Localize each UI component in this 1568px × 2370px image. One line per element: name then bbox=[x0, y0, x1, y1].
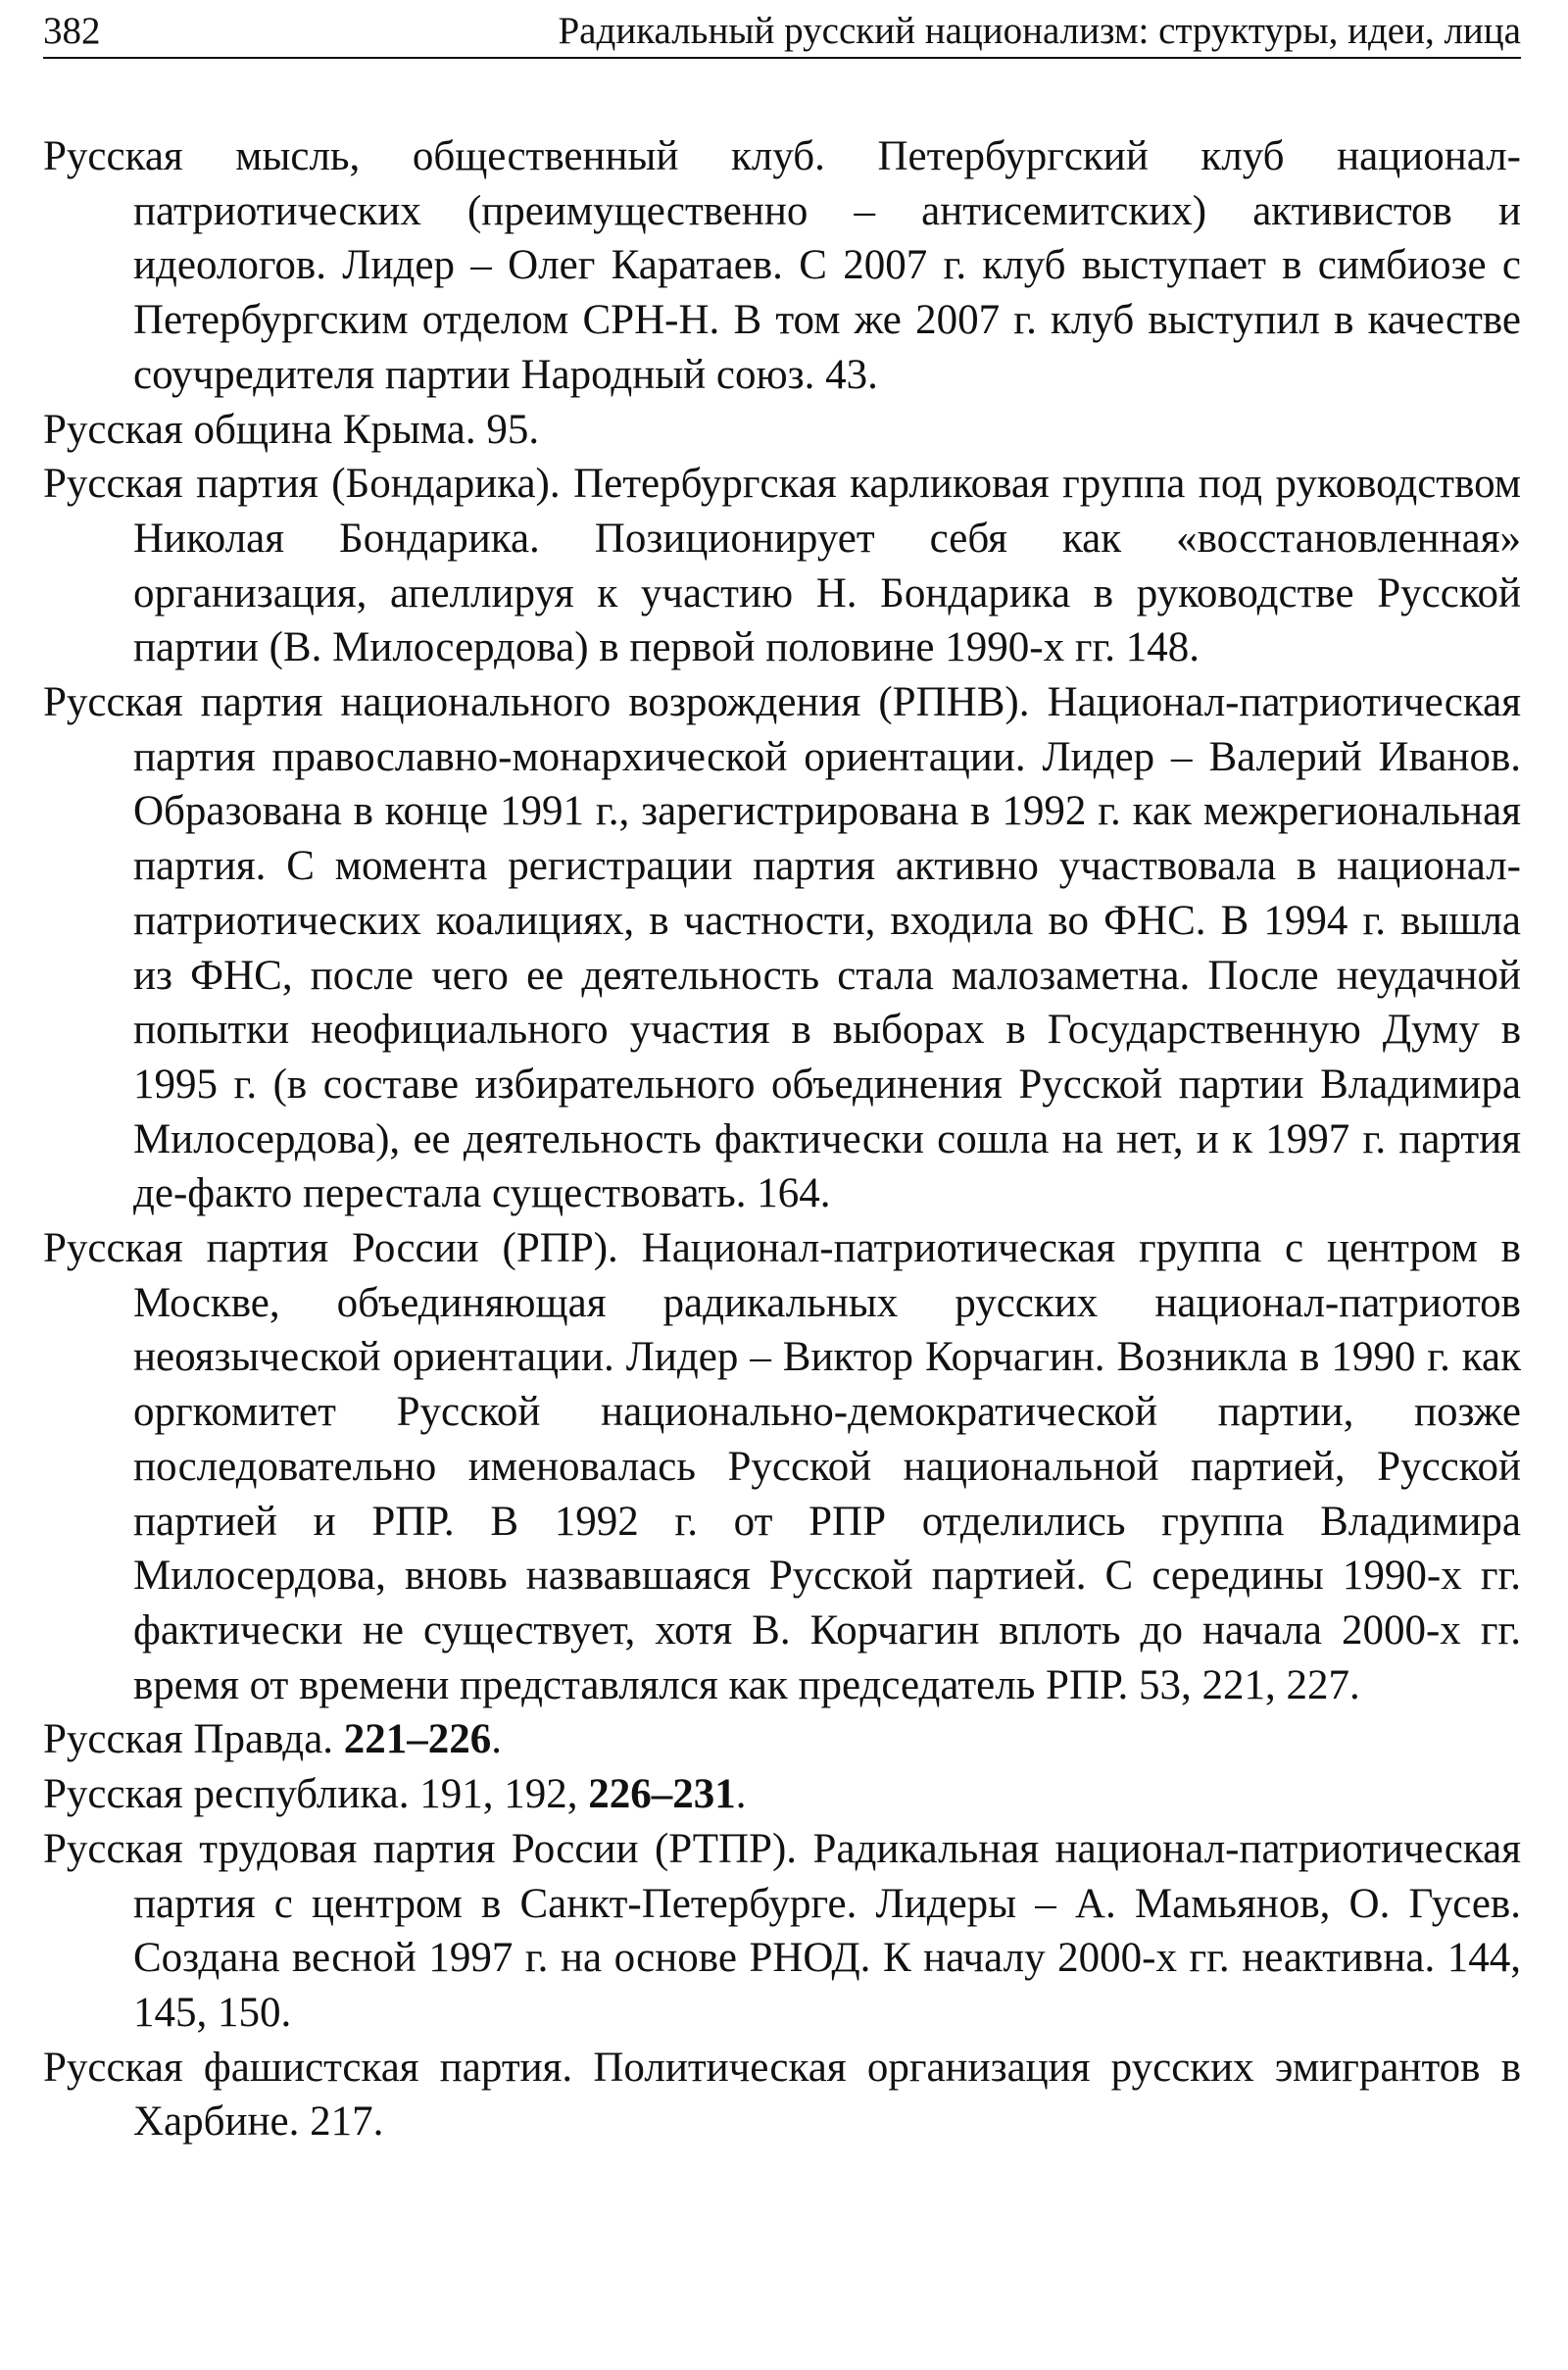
index-entry: Русская Правда. 221–226. bbox=[43, 1716, 503, 1763]
running-title: Радикальный русский национализм: структуры, идеи, лица bbox=[558, 10, 1521, 52]
index-entry: Русская фашистская партия. Политическая организация русских эмигрантов в Харбине. 217. bbox=[43, 2044, 1521, 2146]
bold-page-range: 226–231 bbox=[588, 1771, 736, 1818]
page-number: 382 bbox=[43, 10, 101, 52]
index-entry: Русская партия России (РПР). Национал-патриотическая группа с центром в Москве, объединяющая радикальных русских национал-патриотов неоязыческой ориентации. Лидер – Виктор Корчагин. Возникла в 1990 г. как оргкомитет Русской национально-демократической партии, позже последовательно именовалась Русской национальной партией, Русской партией и РПР. В 1992 г. от РПР отделились группа Владимира Милосердова, вновь назвавшаяся Русской партией. С середины 1990-х гг. фактически не существует, хотя В. Корчагин вплоть до начала 2000-х гг. время от времени представлялся как председатель РПР. 53, 221, 227. bbox=[43, 1225, 1521, 1708]
index-entry: Русская община Крыма. 95. bbox=[43, 406, 540, 453]
index-entry: Русская мысль, общественный клуб. Петербургский клуб национал-патриотических (преимущественно – антисемитских) активистов и идеологов. Лидер – Олег Каратаев. С 2007 г. клуб выступает в симбиозе с Петербургским отделом СРН-Н. В том же 2007 г. клуб выступил в качестве соучредителя партии Народный союз. 43. bbox=[43, 133, 1521, 398]
index-entry: Русская трудовая партия России (РТПР). Радикальная национал-патриотическая партия с центром в Санкт-Петербурге. Лидеры – А. Мамьянов, О. Гусев. Создана весной 1997 г. на основе РНОД. К началу 2000-х гг. неактивна. 144, 145, 150. bbox=[43, 1825, 1521, 2036]
bold-page-range: 221–226 bbox=[343, 1716, 492, 1763]
index-entries bbox=[43, 129, 1521, 2149]
index-entry: Русская партия (Бондарика). Петербургская карликовая группа под руководством Николая Бондарика. Позиционирует себя как «восстановленная» организация, апеллируя к участию Н. Бондарика в руководстве Русской партии (В. Милосердова) в первой половине 1990-х гг. 148. bbox=[43, 461, 1521, 671]
index-entry: Русская партия национального возрождения (РПНВ). Национал-патриотическая партия православно-монархической ориентации. Лидер – Валерий Иванов. Образована в конце 1991 г., зарегистрирована в 1992 г. как межрегиональная партия. С момента регистрации партия активно участвовала в национал-патриотических коалициях, в частности, входила во ФНС. В 1994 г. вышла из ФНС, после чего ее деятельность стала малозаметна. После неудачной попытки неофициального участия в выборах в Государственную Думу в 1995 г. (в составе избирательного объединения Русской партии Владимира Милосердова), ее деятельность фактически сошла на нет, и к 1997 г. партия де-факто перестала существовать. 164. bbox=[43, 679, 1521, 1217]
running-header bbox=[43, 8, 1521, 59]
index-entry: Русская республика. 191, 192, 226–231. bbox=[43, 1771, 747, 1818]
